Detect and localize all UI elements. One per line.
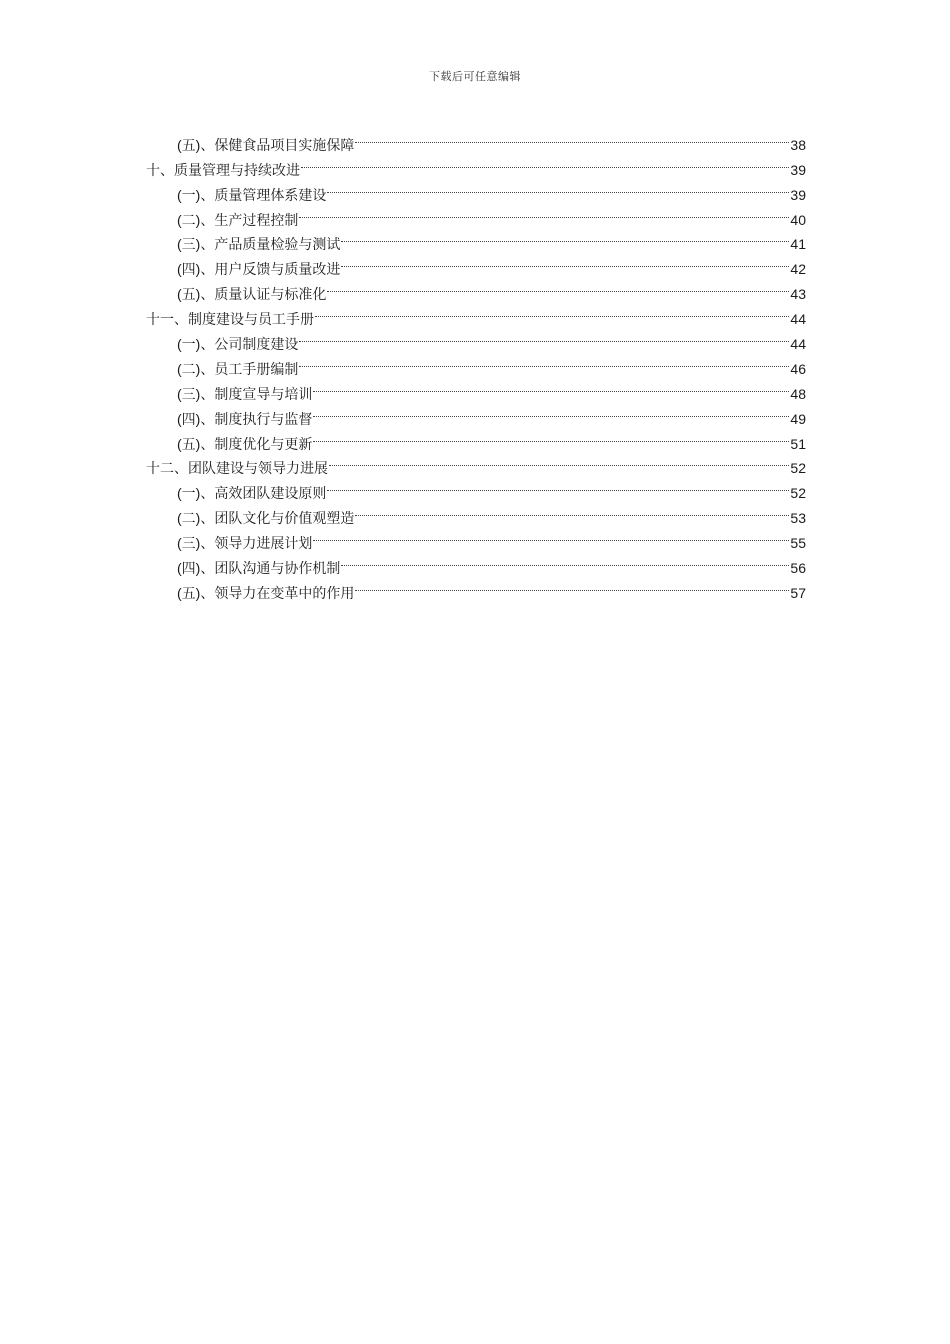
toc-entry-title: (五)、质量认证与标准化 xyxy=(177,286,327,303)
toc-page-number: 52 xyxy=(790,485,806,502)
toc-entry-title: 十一、制度建设与员工手册 xyxy=(146,311,314,328)
toc-page-number: 39 xyxy=(790,161,806,178)
toc-page-number: 52 xyxy=(790,460,806,477)
toc-entry-title: (三)、领导力进展计划 xyxy=(177,535,313,552)
toc-page-number: 40 xyxy=(790,211,806,228)
toc-entry-title: (三)、产品质量检验与测试 xyxy=(177,236,341,253)
table-of-contents xyxy=(146,125,806,601)
toc-entry-title: (一)、质量管理体系建设 xyxy=(177,186,327,203)
toc-page-number: 42 xyxy=(790,261,806,278)
toc-page-number: 48 xyxy=(790,385,806,402)
toc-dot-leader xyxy=(355,573,789,598)
toc-dot-leader xyxy=(327,274,789,299)
toc-dot-leader xyxy=(313,399,789,424)
toc-page-number: 57 xyxy=(790,584,806,601)
toc-dot-leader xyxy=(299,324,789,349)
toc-entry-title: (四)、团队沟通与协作机制 xyxy=(177,560,341,577)
toc-dot-leader xyxy=(327,473,789,498)
toc-dot-leader xyxy=(299,200,789,225)
toc-dot-leader xyxy=(313,424,789,449)
page-header: 下载后可任意编辑 xyxy=(429,71,521,83)
toc-dot-leader xyxy=(355,498,789,523)
toc-page-number: 46 xyxy=(790,360,806,377)
toc-page-number: 44 xyxy=(790,336,806,353)
toc-dot-leader xyxy=(301,150,789,175)
toc-page-number: 44 xyxy=(790,311,806,328)
toc-dot-leader xyxy=(327,175,789,200)
toc-entry-title: 十、质量管理与持续改进 xyxy=(146,161,300,178)
toc-dot-leader xyxy=(341,249,789,274)
toc-page-number: 53 xyxy=(790,510,806,527)
toc-entry-title: (二)、生产过程控制 xyxy=(177,211,299,228)
toc-dot-leader xyxy=(313,374,789,399)
toc-entry-title: (二)、团队文化与价值观塑造 xyxy=(177,510,355,527)
toc-dot-leader xyxy=(341,225,789,250)
toc-page-number: 49 xyxy=(790,410,806,427)
toc-dot-leader xyxy=(355,125,789,150)
toc-dot-leader xyxy=(329,449,789,474)
toc-entry-title: (二)、员工手册编制 xyxy=(177,360,299,377)
toc-dot-leader xyxy=(315,299,789,324)
toc-page-number: 38 xyxy=(790,136,806,153)
toc-page-number: 55 xyxy=(790,535,806,552)
toc-dot-leader xyxy=(313,523,789,548)
toc-page-number: 39 xyxy=(790,186,806,203)
toc-entry-title: (三)、制度宣导与培训 xyxy=(177,385,313,402)
toc-page-number: 56 xyxy=(790,560,806,577)
toc-entry-title: (一)、公司制度建设 xyxy=(177,336,299,353)
toc-page-number: 51 xyxy=(790,435,806,452)
toc-dot-leader xyxy=(299,349,789,374)
toc-entry-title: (五)、制度优化与更新 xyxy=(177,435,313,452)
toc-entry-title: (一)、高效团队建设原则 xyxy=(177,485,327,502)
toc-entry-title: (四)、用户反馈与质量改进 xyxy=(177,261,341,278)
toc-entry-title: (五)、领导力在变革中的作用 xyxy=(177,584,355,601)
toc-page-number: 41 xyxy=(790,236,806,253)
toc-dot-leader xyxy=(341,548,789,573)
toc-entry-title: (五)、保健食品项目实施保障 xyxy=(177,136,355,153)
toc-page-number: 43 xyxy=(790,286,806,303)
toc-section-entry[interactable] xyxy=(146,125,806,153)
toc-entry-title: 十二、团队建设与领导力进展 xyxy=(146,460,328,477)
toc-entry-title: (四)、制度执行与监督 xyxy=(177,410,313,427)
